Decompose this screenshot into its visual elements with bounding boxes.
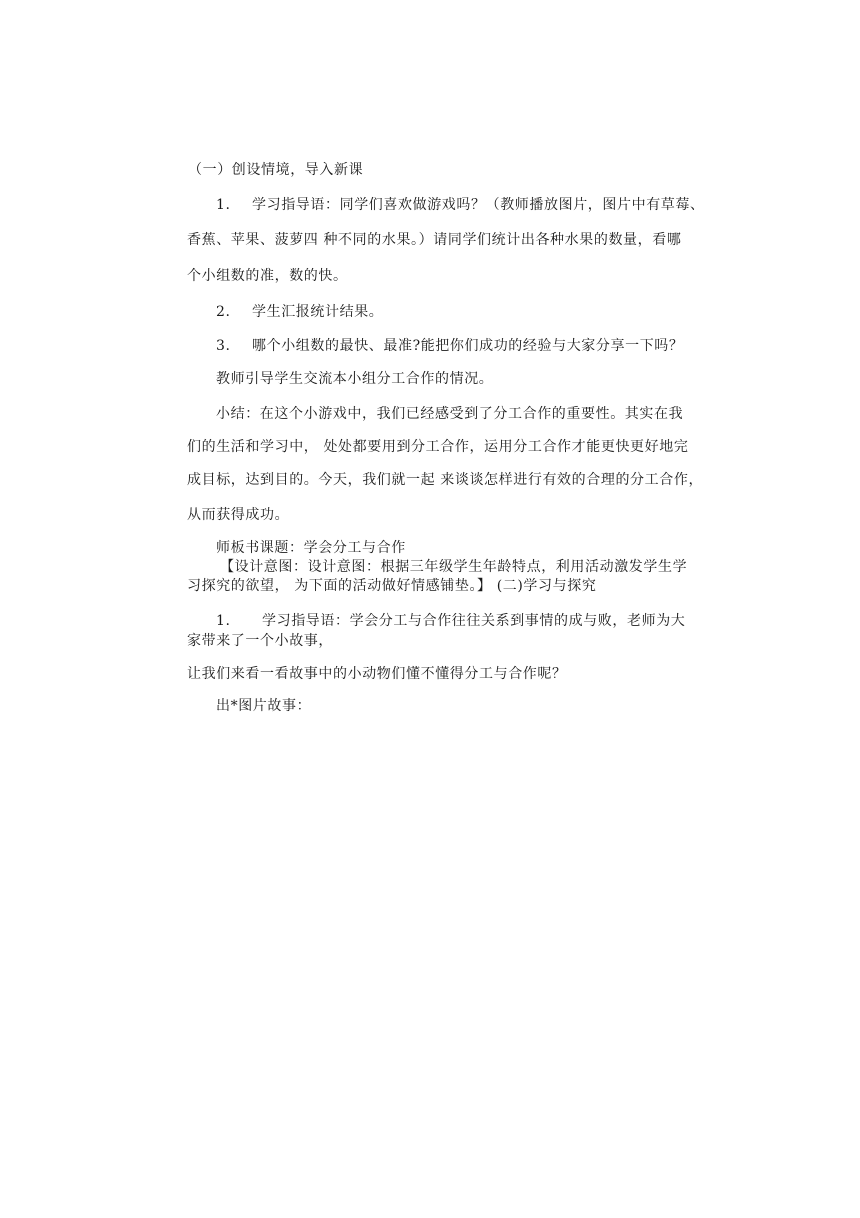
paragraph-1-line-1 bbox=[216, 196, 705, 214]
paragraph-text: 哪个小组数的最快、最准?能把你们成功的经验与大家分享一下吗？ bbox=[252, 338, 684, 354]
item-number: 1. bbox=[216, 197, 231, 213]
item-number: 2. bbox=[216, 304, 231, 320]
summary-line-4: 从而获得成功。 bbox=[187, 507, 290, 523]
paragraph-4-line-2: 家带来了一个小故事， bbox=[187, 633, 333, 649]
paragraph-text: 学习指导语：学会分工与合作往往关系到事情的成与败，老师为大 bbox=[262, 613, 686, 629]
story-question: 让我们来看一看故事中的小动物们懂不懂得分工与合作呢？ bbox=[187, 666, 567, 682]
paragraph-1-line-3: 个小组数的准，数的快。 bbox=[187, 268, 348, 284]
teacher-guide: 教师引导学生交流本小组分工合作的情况。 bbox=[216, 371, 494, 387]
paragraph-2 bbox=[216, 303, 383, 321]
design-intent-line-2: 习探究的欲望， 为下面的活动做好情感铺垫。】 (二)学习与探究 bbox=[187, 578, 597, 594]
paragraph-4-line-1 bbox=[216, 612, 685, 630]
summary-line-2: 们的生活和学习中， 处处都要用到分工合作，运用分工合作才能更快更好地完 bbox=[187, 439, 689, 455]
board-title: 师板书课题：学会分工与合作 bbox=[216, 540, 406, 556]
design-intent-line-1: 【设计意图：设计意图：根据三年级学生年龄特点，利用活动激发学生学 bbox=[220, 559, 688, 575]
section-heading: （一）创设情境，导入新课 bbox=[188, 162, 364, 178]
paragraph-3 bbox=[216, 337, 684, 355]
item-number: 3. bbox=[216, 338, 231, 354]
picture-story-label: 出*图片故事： bbox=[216, 698, 312, 714]
paragraph-text: 学生汇报统计结果。 bbox=[252, 304, 384, 320]
paragraph-text: 学习指导语：同学们喜欢做游戏吗？（教师播放图片，图片中有草莓、 bbox=[252, 197, 705, 213]
summary-line-1: 小结：在这个小游戏中，我们已经感受到了分工合作的重要性。其实在我 bbox=[216, 406, 684, 422]
summary-line-3: 成目标，达到目的。今天，我们就一起 来谈谈怎样进行有效的合理的分工合作， bbox=[187, 472, 704, 488]
paragraph-1-line-2: 香蕉、苹果、菠萝四 种不同的水果。）请同学们统计出各种水果的数量，看哪 bbox=[187, 232, 682, 248]
item-number: 1. bbox=[216, 613, 231, 629]
